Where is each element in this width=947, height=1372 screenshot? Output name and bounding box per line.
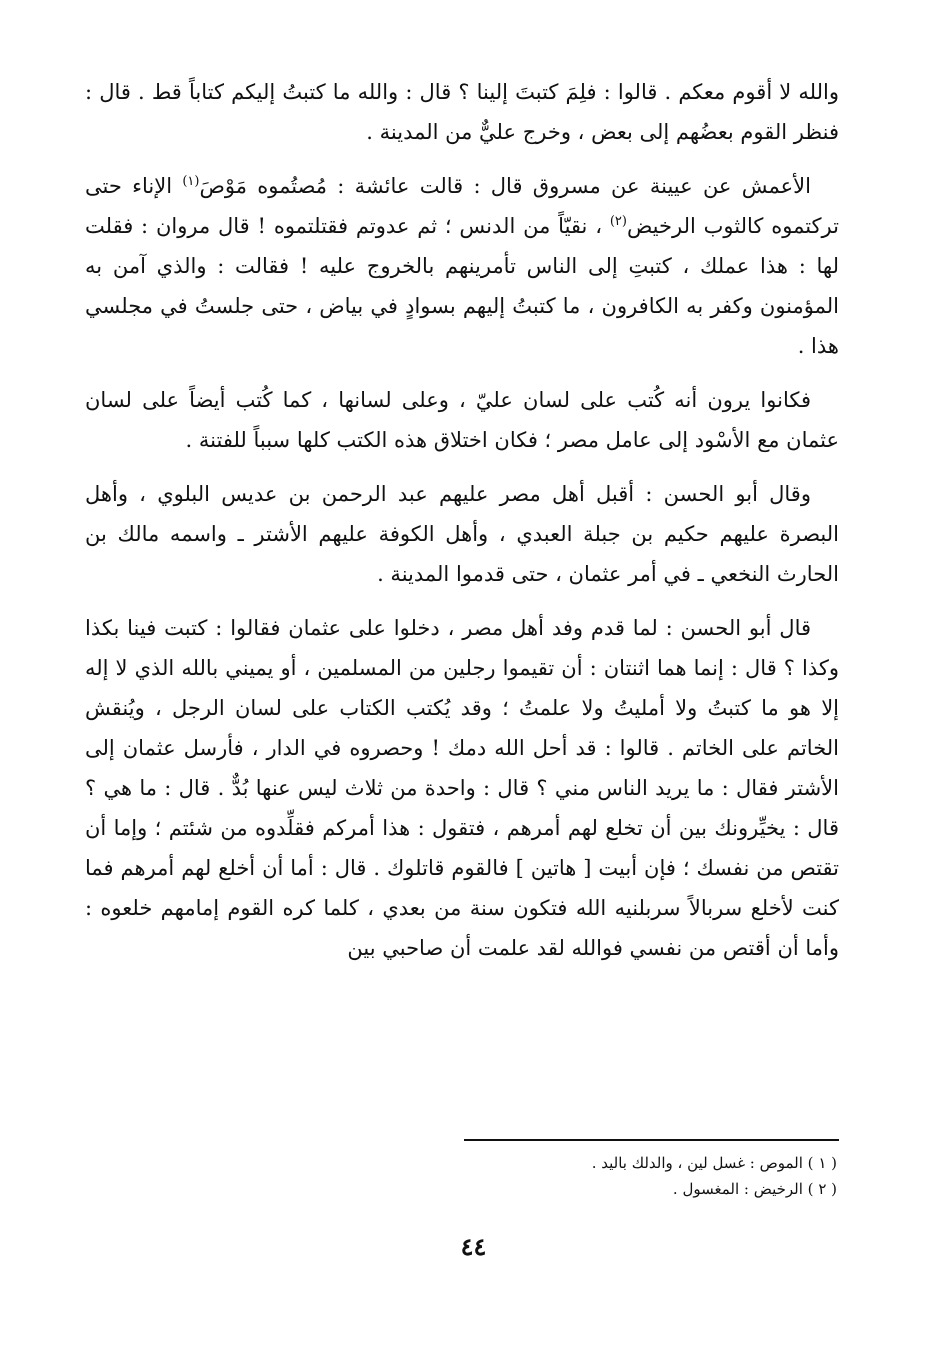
main-text — [85, 72, 839, 982]
paragraph-1 — [85, 72, 839, 152]
paragraph-3 — [85, 380, 839, 460]
paragraph-1-text: والله لا أقوم معكم . قالوا : فلِمَ كتبتَ إلينا ؟ قال : والله ما كتبتُ إليكم كتاباً قط . قال : فنظر القوم بعضُهم إلى بعض ، وخرج عليٌّ من المدينة . — [85, 80, 839, 144]
paragraph-4-text: وقال أبو الحسن : أقبل أهل مصر عليهم عبد الرحمن بن عديس البلوي ، وأهل البصرة عليهم حكيم بن جبلة العبدي ، وأهل الكوفة عليهم الأشتر ـ واسمه مالك بن الحارث النخعي ـ في أمر عثمان ، حتى قدموا المدينة . — [85, 482, 839, 586]
page-number: ٤٤ — [460, 1232, 487, 1261]
paragraph-5-text: قال أبو الحسن : لما قدم وفد أهل مصر ، دخلوا على عثمان فقالوا : كتبت فينا بكذا وكذا ؟ قال : إنما هما اثنتان : أن تقيموا رجلين من المسلمين ، أو يميني بالله الذي لا إله إلا هو ما كتبتُ ولا أمليتُ ولا علمتُ ؛ وقد يُكتب الكتاب على لسان الرجل ، ويُنقش الخاتم على الخاتم . قالوا : قد أحل الله دمك ! وحصروه في الدار ، فأرسل عثمان إلى الأشتر فقال : ما يريد الناس مني ؟ قال : واحدة من ثلاث ليس عنها بُدٌّ . قال : ما هي ؟ قال : يخيِّرونك بين أن تخلع لهم أمرهم ، فتقول : هذا أمركم فقلِّدوه من شئتم ؛ وإما أن تقتص من نفسك ؛ فإن أبيت [ هاتين ] فالقوم قاتلوك . قال : أما أن أخلع لهم أمرهم فما كنت لأخلع سربالاً سربلنيه الله فتكون سنة من بعدي ، كلما كره القوم إمامهم خلعوه : وأما أن أقتص من نفسي فوالله لقد علمت أن صاحبي بين — [85, 616, 839, 960]
footnotes — [110, 1150, 837, 1202]
paragraph-2-text-b: الإناء حتى تركتموه كالثوب الرخيض — [85, 174, 839, 238]
footnote-2: ( ٢ ) الرخيض : المغسول . — [672, 1180, 837, 1198]
paragraph-2-text-a: الأعمش عن عيينة عن مسروق قال : قالت عائشة : مُصتُموه مَوْصَ — [199, 174, 811, 198]
paragraph-4 — [85, 474, 839, 594]
footnote-ref-2: (٢) — [609, 214, 627, 229]
paragraph-2 — [85, 166, 839, 366]
paragraph-5 — [85, 608, 839, 968]
paragraph-3-text: فكانوا يرون أنه كُتب على لسان عليّ ، وعلى لسانها ، كما كُتب أيضاً على لسان عثمان مع الأسْود إلى عامل مصر ؛ فكان اختلاق هذه الكتب كلها سبباً للفتنة . — [85, 388, 839, 452]
footnote-ref-1: (١) — [182, 174, 200, 189]
footnote-1: ( ١ ) الموص : غسل لين ، والدلك باليد . — [591, 1154, 837, 1172]
footnote-divider — [464, 1139, 839, 1141]
paragraph-2-text-c: ، نقيّاً من الدنس ؛ ثم عدوتم فقتلتموه ! قال مروان : فقلت لها : هذا عملك ، كتبتِ إلى الناس تأمرينهم بالخروج عليه ! فقالت : والذي آمن به المؤمنون وكفر به الكافرون ، ما كتبتُ إليهم بسوادٍ في بياض ، حتى جلستُ في مجلسي هذا . — [85, 214, 839, 358]
